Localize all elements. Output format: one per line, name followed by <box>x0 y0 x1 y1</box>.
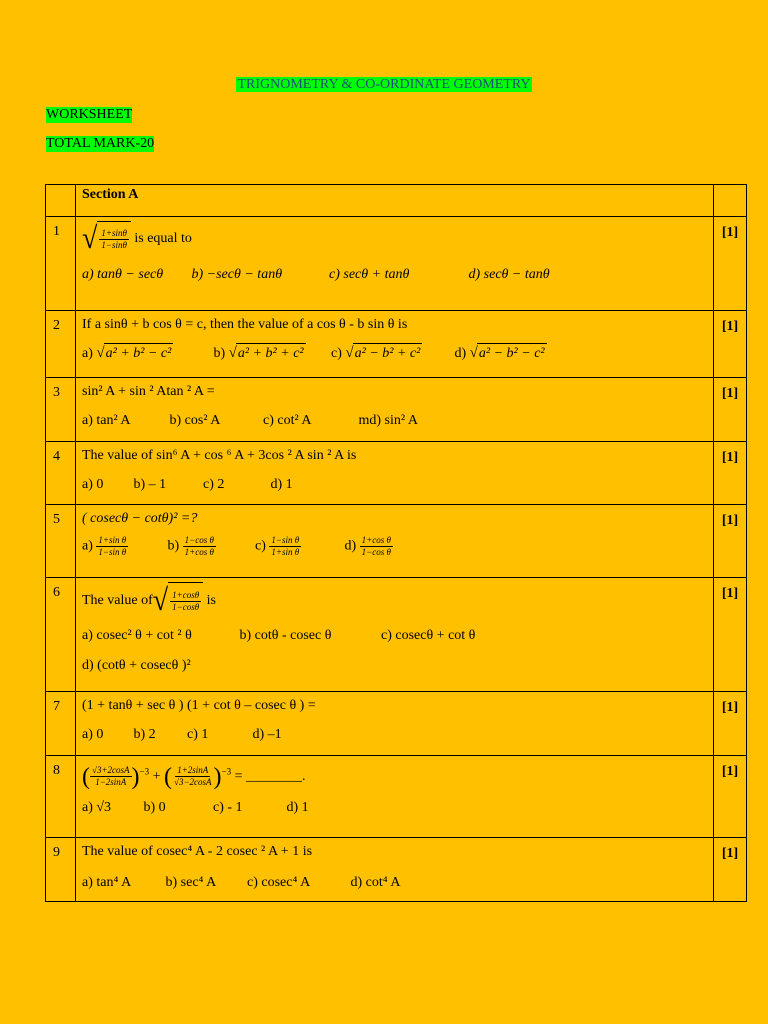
question-mark: [1] <box>714 838 747 902</box>
option: d) $\frac{\text{1+cos θ}}{\text{1−cos θ}}$ <box>344 535 391 557</box>
section-header-row <box>46 185 747 217</box>
option: b) √a² + b² + c² <box>214 343 328 364</box>
options-line <box>82 411 707 431</box>
question-body <box>76 692 714 756</box>
question-table <box>45 184 747 902</box>
question-row <box>46 692 747 756</box>
question-row <box>46 217 747 311</box>
option: d) cot⁴ A <box>350 875 401 890</box>
stem-text: is equal to <box>134 231 192 247</box>
question-row <box>46 756 747 838</box>
sqrt-expression: √ $\frac{1+\sin\theta}{1-\sin\theta}$ <box>82 221 131 257</box>
option: d) √a² − b² − c² <box>455 343 547 364</box>
question-number: 3 <box>46 378 76 442</box>
option: a) tan² A <box>82 413 131 428</box>
question-mark: [1] <box>714 311 747 378</box>
question-row <box>46 505 747 578</box>
question-body <box>76 217 714 311</box>
sqrt-expression: √ $\frac{1+\cos\theta}{1-\cos\theta}$ <box>153 582 203 620</box>
question-body <box>76 578 714 692</box>
question-stem: If a sinθ + b cos θ = c, then the value of a cos θ - b sin θ is <box>82 317 408 332</box>
option: a) tan⁴ A <box>82 875 132 890</box>
option: c) 1 <box>187 727 209 742</box>
fraction-denominator: 1−sinθ <box>101 240 127 251</box>
question-mark: [1] <box>714 442 747 505</box>
question-mark: [1] <box>714 505 747 578</box>
options-line <box>82 265 707 285</box>
question-mark: [1] <box>714 378 747 442</box>
option: a) √a² + b² − c² <box>82 343 210 364</box>
option: d) –1 <box>252 727 282 742</box>
question-number: 5 <box>46 505 76 578</box>
question-row <box>46 578 747 692</box>
option: c) √a² − b² + c² <box>331 343 451 364</box>
option: c) cosec⁴ A <box>247 875 311 890</box>
question-body <box>76 311 714 378</box>
question-number: 7 <box>46 692 76 756</box>
option: a) 0 <box>82 727 104 742</box>
question-stem: ( cosecθ − cotθ)² =? <box>82 511 198 526</box>
question-mark: [1] <box>714 692 747 756</box>
question-mark: [1] <box>714 217 747 311</box>
question-row <box>46 442 747 505</box>
worksheet-label: WORKSHEET <box>46 107 133 122</box>
section-heading: Section A <box>76 185 714 217</box>
question-number: 6 <box>46 578 76 692</box>
option: md) sin² A <box>358 413 418 428</box>
option: d) secθ − tanθ <box>468 267 550 282</box>
option: b) – 1 <box>133 477 167 492</box>
option: a) 0 <box>82 477 104 492</box>
question-row <box>46 311 747 378</box>
total-mark-label: TOTAL MARK-20 <box>46 136 155 151</box>
option: d) (cotθ + cosecθ )² <box>82 658 191 673</box>
option: d) 1 <box>270 477 293 492</box>
question-row <box>46 838 747 902</box>
option: a) cosec² θ + cot ² θ <box>82 628 192 643</box>
question-number: 2 <box>46 311 76 378</box>
question-stem: The value of √ $\frac{1+\cos\theta}{1-\cos\theta}$ is <box>82 582 707 620</box>
option: c) - 1 <box>213 800 243 815</box>
options-line <box>82 475 707 495</box>
options-line <box>82 873 707 893</box>
question-number: 1 <box>46 217 76 311</box>
options-line <box>82 725 707 745</box>
question-body <box>76 838 714 902</box>
question-body <box>76 378 714 442</box>
option: b) 0 <box>143 800 166 815</box>
table-cell <box>46 185 76 217</box>
question-mark: [1] <box>714 756 747 838</box>
option: c) 2 <box>203 477 225 492</box>
question-row <box>46 378 747 442</box>
question-stem <box>82 221 707 257</box>
table-cell <box>714 185 747 217</box>
fraction-numerator: 1+sinθ <box>101 228 127 239</box>
question-number: 8 <box>46 756 76 838</box>
question-body <box>76 756 714 838</box>
question-number: 4 <box>46 442 76 505</box>
question-body <box>76 505 714 578</box>
question-stem: The value of sin⁶ A + cos ⁶ A + 3cos ² A sin ² A is <box>82 448 357 463</box>
option: d) 1 <box>286 800 309 815</box>
question-stem: ( $\frac{√3+2\cos A}{1-2\sin A}$ )$^{-3}$ + ( $\frac{1+2\sin A}{√3-2\cos A}$ )$^{-3}$ = ________. <box>82 763 306 790</box>
option: a) √3 <box>82 800 112 815</box>
options-line <box>82 626 707 646</box>
option: b) sec⁴ A <box>165 875 217 890</box>
option: b) cotθ - cosec θ <box>239 628 332 643</box>
worksheet-title: TRIGNOMETRY & CO-ORDINATE GEOMETRY <box>237 77 531 92</box>
option: c) cot² A <box>263 413 312 428</box>
question-mark: [1] <box>714 578 747 692</box>
question-stem: sin² A + sin ² Atan ² A = <box>82 384 215 399</box>
question-stem: (1 + tanθ + sec θ ) (1 + cot θ – cosec θ ) = <box>82 698 316 713</box>
option: b) 2 <box>133 727 156 742</box>
option: b) cos² A <box>169 413 221 428</box>
option: c) secθ + tanθ <box>329 267 410 282</box>
options-line <box>82 798 707 818</box>
option: c) cosecθ + cot θ <box>381 628 476 643</box>
option: b) $\frac{\text{1−cos θ}}{\text{1+cos θ}}$ <box>167 535 214 557</box>
options-line <box>82 343 707 364</box>
option: a) $\frac{\text{1+sin θ}}{\text{1−sin θ}}$ <box>82 535 127 557</box>
options-line <box>82 535 707 558</box>
option: c) $\frac{\text{1−sin θ}}{\text{1+sin θ}}$ <box>255 535 300 557</box>
option: a) tanθ − secθ <box>82 267 164 282</box>
question-number: 9 <box>46 838 76 902</box>
option: b) −secθ − tanθ <box>191 267 283 282</box>
question-stem: The value of cosec⁴ A - 2 cosec ² A + 1 is <box>82 844 313 859</box>
question-body <box>76 442 714 505</box>
